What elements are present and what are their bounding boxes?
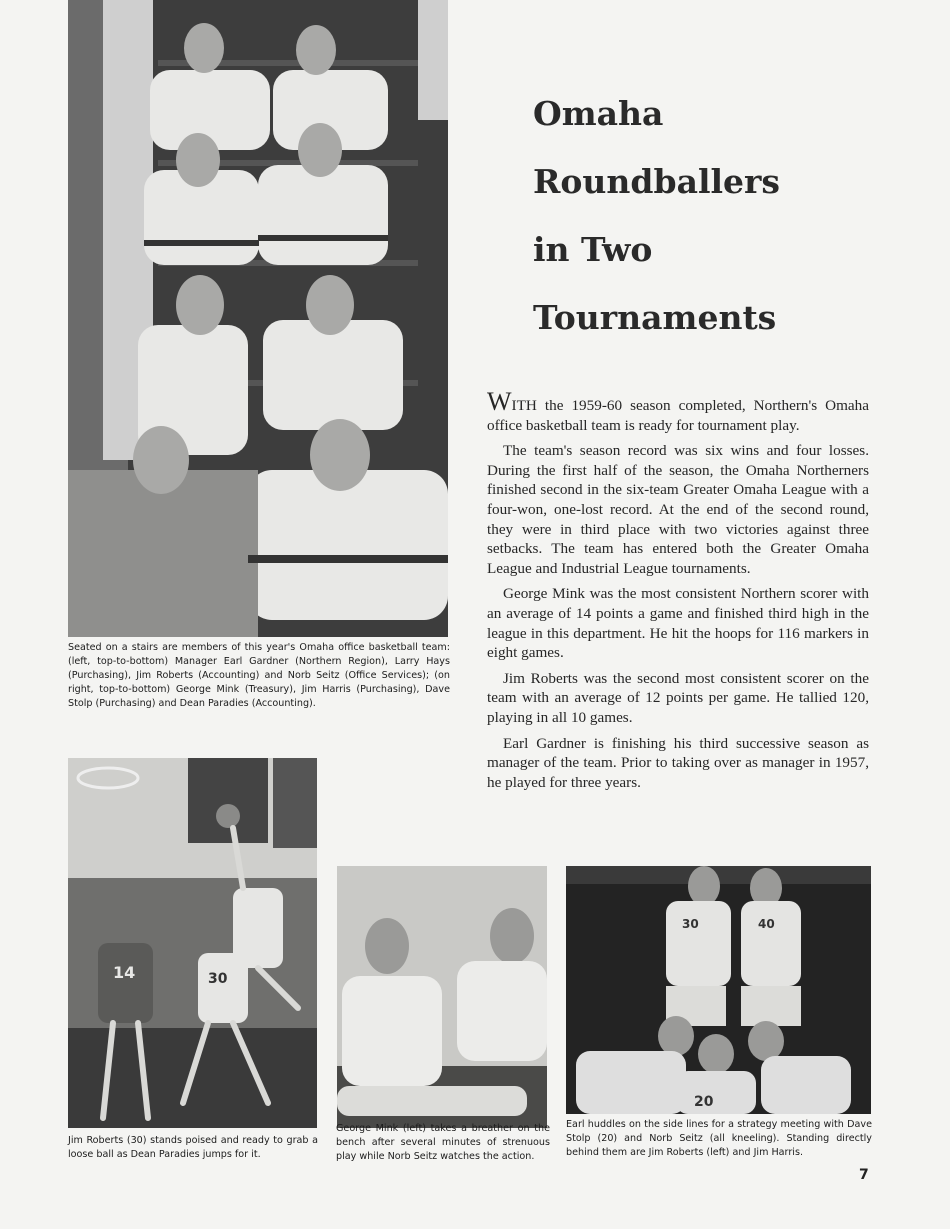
- article-paragraph-5: Earl Gardner is finishing his third successive season as manager of the team. Prior to taking over as manager in 1957, he played for three years.: [487, 734, 869, 791]
- article-paragraph-4: Jim Roberts was the second most consistent scorer on the team with an average of 12 points per game. He tallied 120, playing in all 10 games.: [487, 669, 869, 726]
- team-photo-illustration: [68, 0, 448, 637]
- huddle-jersey-30: 30: [682, 917, 699, 931]
- page-number: 7: [859, 1167, 869, 1183]
- lead-caps: ITH: [511, 397, 537, 414]
- bench-photo: [337, 866, 547, 1128]
- huddle-photo: [566, 866, 871, 1114]
- huddle-caption: Earl huddles on the side lines for a strategy meeting with Dave Stolp (20) and Norb Seitz (all kneeling). Standing directly behind them are Jim Roberts (left) and Jim Harris.: [566, 1119, 872, 1158]
- bench-caption: George Mink (left) takes a breather on the bench after several minutes of strenuous play while Norb Seitz watches the action.: [336, 1123, 550, 1162]
- jump-ball-caption: Jim Roberts (30) stands poised and ready to grab a loose ball as Dean Paradies jumps for it.: [68, 1135, 318, 1160]
- bench-illustration: [337, 866, 547, 1128]
- huddle-jersey-20: 20: [694, 1094, 714, 1110]
- article-paragraph-2: The team's season record was six wins and four losses. During the first half of the season, the Omaha Northerners finished second in the six-team Greater Omaha League with a four-won, one-lost record. At the end of the second round, they were in third place with two victories against three setbacks. The team has entered both the Greater Omaha League and Industrial League tournaments.: [487, 442, 869, 577]
- jersey-number-30: 30: [208, 971, 228, 987]
- huddle-jersey-40: 40: [758, 917, 775, 931]
- headline-line-1: Omaha: [533, 94, 664, 133]
- team-photo: [68, 0, 448, 637]
- huddle-illustration: [566, 866, 871, 1114]
- lead-text: the 1959-60 season completed, Northern's Omaha office basketball team is ready for tournament play.: [487, 397, 869, 434]
- jersey-number-14: 14: [113, 963, 136, 982]
- article-headline: [533, 80, 833, 352]
- headline-line-3: in Two: [533, 230, 653, 269]
- article-paragraph-1: [487, 387, 869, 435]
- jump-ball-photo: [68, 758, 317, 1128]
- team-photo-caption: Seated on a stairs are members of this year's Omaha office basketball team: (left, top-to-bottom) Manager Earl Gardner (Northern Region), Larry Hays (Purchasing), Jim Roberts (Accounting) and Norb Seitz (Office Services); (on right, top-to-bottom) George Mink (Treasury), Jim Harris (Purchasing), Dave Stolp (Purchasing) and Dean Paradies (Accounting).: [68, 642, 450, 709]
- headline-line-4: Tournaments: [533, 298, 777, 337]
- article-body: [487, 387, 869, 798]
- jump-ball-illustration: [68, 758, 317, 1128]
- article-paragraph-3: George Mink was the most consistent Northern scorer with an average of 14 points a game and finished third high in the league in this department. He hit the hoops for 116 markers in eight games.: [487, 585, 869, 662]
- headline-line-2: Roundballers: [533, 162, 780, 201]
- drop-cap: W: [487, 387, 512, 416]
